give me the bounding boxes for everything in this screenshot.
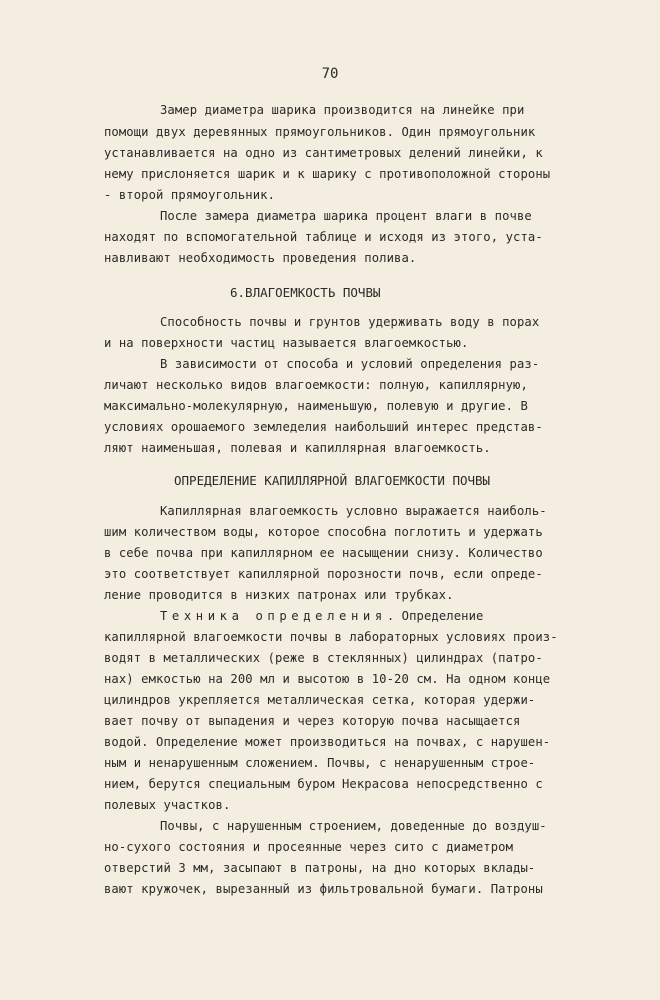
p4-line: ляют наименьшая, полевая и капиллярная влагоемкость. — [104, 441, 491, 455]
p5-line: Капиллярная влагоемкость условно выражается наиболь- — [160, 504, 547, 518]
technique-label: Техника определения — [160, 609, 387, 623]
p6-line: ным и ненарушенным сложением. Почвы, с ненарушенным строе- — [104, 756, 536, 770]
p4-line: условиях орошаемого земледелия наибольший интерес представ- — [104, 420, 543, 434]
p6-line: капиллярной влагоемкости почвы в лабораторных условиях произ- — [104, 630, 558, 644]
p4-line: личают несколько видов влагоемкости: полную, капиллярную, — [104, 378, 528, 392]
p1-line: - второй прямоугольник. — [104, 188, 276, 202]
p6-line: нием, берутся специальным буром Некрасова непосредственно с — [104, 777, 543, 791]
p6-line: вает почву от выпадения и через которую почва насыщается — [104, 714, 521, 728]
page-number: 70 — [321, 66, 339, 82]
p1-line: помощи двух деревянных прямоугольников. Один прямоугольник — [104, 125, 536, 139]
p3-line: Способность почвы и грунтов удерживать воду в порах — [160, 315, 540, 329]
p6-line: водой. Определение может производиться на почвах, с нарушен- — [104, 735, 551, 749]
p1-line: устанавливается на одно из сантиметровых делений линейки, к — [104, 146, 543, 160]
p6-first-rest: . Определение — [386, 609, 484, 623]
p6-line: нах) емкостью на 200 мл и высотою в 10-20 см. На одном конце — [104, 672, 551, 686]
p7-line: вают кружочек, вырезанный из фильтровальной бумаги. Патроны — [104, 882, 543, 896]
p7-line: Почвы, с нарушенным строением, доведенные до воздуш- — [160, 819, 547, 833]
section-title: 6.ВЛАГОЕМКОСТЬ ПОЧВЫ — [230, 285, 381, 300]
p6-line: цилиндров укрепляется металлическая сетка, которая удержи- — [104, 693, 536, 707]
p1-line: Замер диаметра шарика производится на линейке при — [160, 103, 525, 117]
p2-line: После замера диаметра шарика процент влаги в почве — [160, 209, 532, 223]
subsection-title: ОПРЕДЕЛЕНИЕ КАПИЛЛЯРНОЙ ВЛАГОЕМКОСТИ ПОЧВЫ — [174, 473, 491, 488]
p5-line: ление проводится в низких патронах или трубках. — [104, 588, 454, 602]
p5-line: шим количеством воды, которое способна поглотить и удержать — [104, 525, 543, 539]
p3-line: и на поверхности частиц называется влагоемкостью. — [104, 336, 469, 350]
p6-line: водят в металлических (реже в стеклянных) цилиндрах (патро- — [104, 651, 543, 665]
p5-line: это соответствует капиллярной порозности почв, если опреде- — [104, 567, 543, 581]
p4-line: В зависимости от способа и условий определения раз- — [160, 357, 540, 371]
p5-line: в себе почва при капиллярном ее насыщении снизу. Количество — [104, 546, 543, 560]
p4-line: максимально-молекулярную, наименьшую, полевую и другие. В — [104, 399, 528, 413]
p6-line: полевых участков. — [104, 798, 231, 812]
p1-line: нему прислоняется шарик и к шарику с противоположной стороны — [104, 167, 551, 181]
p2-line: навливают необходимость проведения полива. — [104, 251, 417, 265]
p7-line: отверстий 3 мм, засыпают в патроны, на дно которых вклады- — [104, 861, 536, 875]
p7-line: но-сухого состояния и просеянные через сито с диаметром — [104, 840, 514, 854]
p2-line: находят по вспомогательной таблице и исходя из этого, уста- — [104, 230, 543, 244]
p6-first-line — [160, 609, 484, 623]
